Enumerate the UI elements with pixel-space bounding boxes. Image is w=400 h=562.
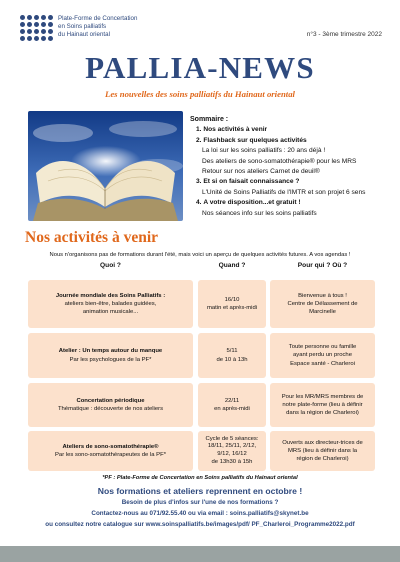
summary-item: [190, 125, 390, 135]
activity-when-cell: [198, 333, 266, 378]
activity-detail: Thématique : découverte de nos ateliers: [57, 406, 164, 412]
contact-line: Contactez-nous au 071/92.55.40 ou via email : soins.palliatifs@skynet.be: [91, 510, 309, 517]
footer-bar: [0, 546, 400, 562]
summary-item-number: 1.: [196, 126, 202, 134]
activity-detail: Par les psychologues de la PF*: [69, 356, 152, 363]
activity-when: 22/11: [224, 397, 240, 404]
summary-title: Sommaire :: [190, 116, 229, 123]
org-name: [58, 15, 137, 39]
summary-item-number: 3.: [196, 178, 202, 186]
activity-for-cell: [270, 383, 375, 427]
newsletter-title: PALLIA-NEWS: [85, 50, 315, 85]
activity-for: Toute personne ou famille: [288, 344, 357, 351]
activity-when: Cycle de 5 séances:: [205, 435, 259, 442]
activity-for: Centre de Délassement de: [287, 300, 358, 307]
summary-item: [190, 198, 390, 208]
section-intro: Nous n'organisons pas de formations durant l'été, mais voici un aperçu de quelques activités futures. A vos agendas !: [49, 252, 351, 258]
activity-when: en après-midi: [214, 406, 250, 412]
activity-for-cell: [270, 280, 375, 328]
column-header-for: Pour qui ? Où ?: [297, 262, 348, 269]
summary-subitem: Des ateliers de sono-somatothérapie® pour les MRS: [202, 157, 357, 165]
activity-for: ayant perdu un proche: [293, 352, 352, 359]
summary-item-title: Nos activités à venir: [203, 126, 268, 134]
org-line: Plate-Forme de Concertation: [58, 15, 138, 22]
activity-detail: ateliers bien-être, balades guidées,: [64, 300, 157, 307]
activity-for: notre plate-forme (lieu à définir: [282, 401, 363, 408]
activity-detail: Par les sono-somatothérapeutes de la PF*: [54, 452, 166, 458]
activity-what-cell: [28, 280, 193, 328]
section-heading: Nos activités à venir: [25, 229, 159, 246]
activity-for: Espace santé - Charleroi: [290, 360, 355, 367]
footnote: *PF : Plate-Forme de Concertation en Soins palliatifs du Hainaut oriental: [102, 475, 298, 481]
summary-item: [190, 177, 390, 187]
activity-when: 16/10: [224, 296, 240, 303]
summary-subitem: Nos séances info sur les soins palliatifs: [202, 209, 317, 217]
issue-number: n°3 - 3ème trimestre 2022: [306, 31, 382, 38]
activity-title: Ateliers de sono-somatothérapie®: [62, 443, 159, 450]
activity-when: matin et après-midi: [206, 305, 258, 311]
activity-when-cell: [198, 383, 266, 427]
activity-for: Bienvenue à tous !: [298, 292, 347, 299]
activity-for: région de Charleroi): [296, 456, 349, 463]
summary-item-title: Et si on faisait connaissance ?: [203, 178, 300, 186]
org-line: en Soins palliatifs: [58, 23, 107, 30]
activity-when-cell: [198, 431, 266, 471]
summary-item-number: 2.: [196, 136, 202, 144]
summary-subitem: La loi sur les soins palliatifs : 20 ans déjà !: [202, 147, 326, 155]
activity-for-cell: [270, 431, 375, 471]
activity-for-cell: [270, 333, 375, 378]
activity-what-cell: [28, 383, 193, 427]
activity-when: de 13h30 à 15h: [211, 458, 253, 465]
callout-text: Nos formations et ateliers reprennent en octobre !: [97, 486, 303, 496]
open-book-photo: [28, 111, 183, 221]
activity-when: 18/11, 25/11, 2/12,: [207, 443, 257, 450]
org-logo-dots: [20, 15, 54, 41]
org-line: du Hainaut oriental: [58, 31, 110, 38]
column-header-what: Quoi ?: [100, 262, 121, 269]
summary-item-title: Flashback sur quelques activités: [203, 136, 307, 144]
activity-title: Atelier : Un temps autour du manque: [58, 348, 163, 355]
info-line: Besoin de plus d'infos sur l'une de nos formations ?: [121, 499, 279, 506]
activity-title: Journée mondiale des Soins Palliatifs :: [55, 292, 166, 299]
catalog-line: ou consultez notre catalogue sur www.soinspalliatifs.be/images/pdf/ PF_Charleroi_Programme2022.pdf: [45, 521, 355, 528]
activity-when: 9/12, 16/12: [217, 451, 247, 457]
summary-item-title: A votre disposition...et gratuit !: [203, 199, 301, 207]
activity-for: Ouverts aux directeur-trices de: [282, 439, 363, 446]
summary-subitem: Retour sur nos ateliers Carnet de deuil®: [202, 168, 320, 176]
activity-for: MRS (lieu à définir dans la: [287, 447, 358, 454]
activity-detail: animation musicale...: [82, 309, 139, 316]
activity-what-cell: [28, 431, 193, 471]
table-of-contents: [190, 115, 390, 219]
column-header-when: Quand ?: [218, 262, 246, 269]
activity-what-cell: [28, 333, 193, 378]
activity-for: Marcinelle: [309, 309, 336, 316]
activity-for: Pour les MR/MRS membres de: [281, 393, 364, 400]
activity-when-cell: [198, 280, 266, 328]
activity-title: Concertation périodique: [76, 397, 145, 404]
activity-for: dans la région de Charleroi): [286, 410, 359, 417]
summary-item: [190, 136, 390, 146]
activity-when: 5/11: [226, 348, 238, 355]
summary-item-number: 4.: [196, 199, 202, 207]
summary-subitem: L'Unité de Soins Palliatifs de l'IMTR et son projet 6 sens: [202, 188, 366, 196]
newsletter-subtitle: Les nouvelles des soins palliatifs du Hainaut oriental: [105, 89, 295, 99]
activity-when: de 10 à 13h: [216, 356, 248, 363]
